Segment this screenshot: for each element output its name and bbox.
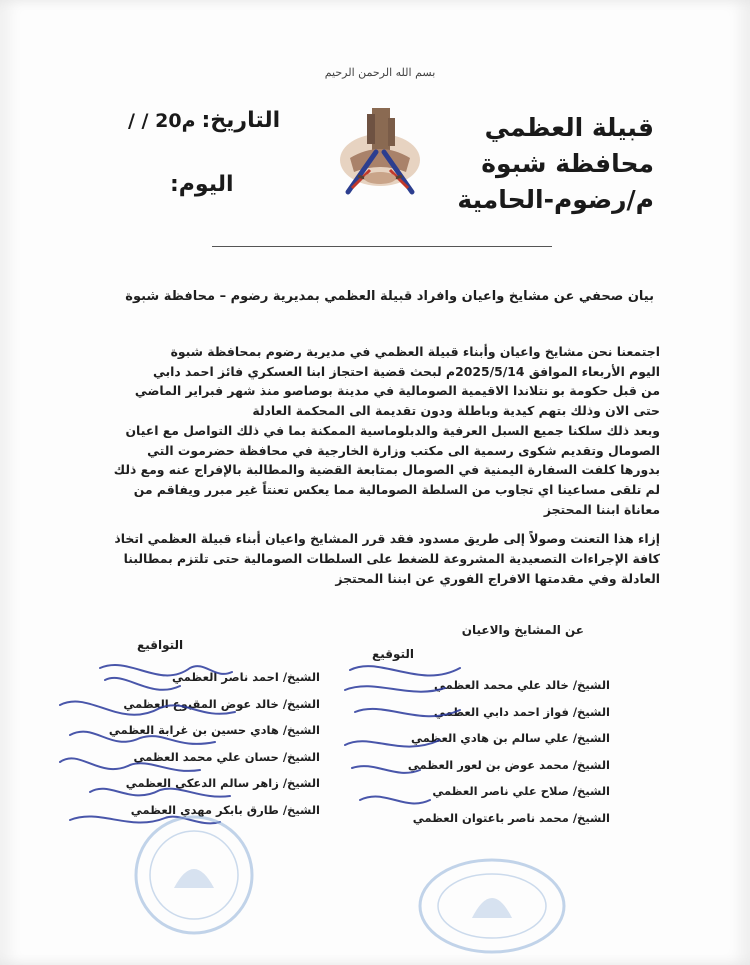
signatory-name: الشيخ/ حسان علي محمد العظمي: [133, 749, 320, 764]
tribe-emblem-logo: [330, 100, 430, 205]
signatory-name: الشيخ/ صلاح علي ناصر العظمي: [432, 784, 610, 798]
signatory-name: الشيخ/ زاهر سالم الدعكي العظمي: [125, 776, 320, 790]
body-line: وبعد ذلك سلكنا جميع السبل العرفية والدبلوماسية الممكنة بما في ذلك التواصل مع اعيان: [125, 422, 660, 438]
statement-subject: بيان صحفي عن مشايخ واعيان وافراد قبيلة العظمي بمديرية رضوم – محافظة شبوة: [125, 289, 654, 304]
body-line: إزاء هذا التعنت وصولاً إلى طريق مسدود فقد قرر المشايخ واعيان أبناء قبيلة العظمي اتخاذ: [114, 531, 660, 547]
body-line: من قبل حكومة بو نتلاندا الاقيمية الصومالية في مدينة بوصاصو منذ شهر فبراير الماضي: [134, 383, 660, 399]
body-line: كافة الإجراءات التصعيدية المشروعة للضغط على السلطات الصومالية حتى تلتزم بمطالبنا: [123, 551, 660, 567]
org-line-governorate: محافظة شبوة: [481, 149, 654, 178]
body-line: حتى الان وذلك بتهم كيدية وباطلة ودون تقديمة الى المحكمة العادلة: [252, 403, 660, 419]
tribe-seal-stamp-right: [412, 848, 572, 958]
day-label: اليوم:: [170, 172, 234, 197]
signatories-left-column: [108, 664, 320, 823]
body-line: العادلة وفي مقدمتها الافراج الفوري عن ابننا المحتجز: [335, 570, 660, 586]
body-line: لم تلقى مساعينا اي تجاوب من السلطة الصومالية مما يعكس تعنتاً غير مبرر ويفاقم من: [133, 481, 660, 497]
statement-body: [95, 342, 660, 588]
body-line: اليوم الأربعاء الموافق 2025/5/14م لبحث قضية احتجاز ابنا العسكري فائز احمد دابي: [152, 363, 660, 379]
org-line-tribe: قبيلة العظمي: [484, 113, 654, 142]
signatory-name: الشيخ/ هادي حسين بن غرابة العظمي: [108, 723, 320, 737]
signature-header-right: التوقيع: [372, 647, 414, 661]
signatory-name: الشيخ/ طارق بابكر مهدي العظمي: [130, 802, 320, 817]
signatory-name: الشيخ/ فواز احمد دابي العظمي: [433, 704, 610, 719]
date-block: [128, 108, 280, 133]
signatory-name: الشيخ/ خالد علي محمد العظمي: [434, 678, 610, 692]
signatory-name: الشيخ/ احمد ناصر العظمي: [172, 670, 320, 684]
date-slots: / / 20م: [128, 110, 196, 132]
body-line: معاناة ابننا المحتجز: [543, 501, 660, 517]
body-line: اجتمعنا نحن مشايخ واعيان وأبناء قبيلة العظمي في مديرية رضوم بمحافظة شبوة: [170, 344, 660, 359]
organization-header: [457, 110, 654, 218]
signatory-name: الشيخ/ محمد عوض بن لعور العظمي: [407, 757, 610, 772]
body-line: الصومال وتقديم شكوى رسمية الى مكتب وزارة الخارجية في محافظة حضرموت التي: [147, 442, 660, 458]
org-line-district: م/رضوم-الحامية: [457, 185, 654, 214]
closing-line: عن المشايخ والاعيان: [461, 623, 584, 637]
signature-header-left: التواقيع: [137, 638, 184, 652]
signatories-right-column: [370, 672, 610, 831]
basmala: بسم الله الرحمن الرحيم: [324, 66, 436, 79]
header-divider: [212, 246, 552, 247]
signatory-name: الشيخ/ علي سالم بن هادي العظمي: [410, 731, 610, 745]
tribe-seal-stamp-left: [128, 810, 260, 940]
signatory-name: الشيخ/ خالد عوض المقبوع العظمي: [123, 696, 320, 711]
date-label: التاريخ:: [201, 108, 281, 133]
signatory-name: الشيخ/ محمد ناصر باعتوان العظمي: [412, 810, 610, 825]
body-line: بدورها كلفت السفارة اليمنية في الصومال بمتابعة القضية والمطالبة بالإفراج عنه ومع ذلك: [113, 462, 660, 478]
